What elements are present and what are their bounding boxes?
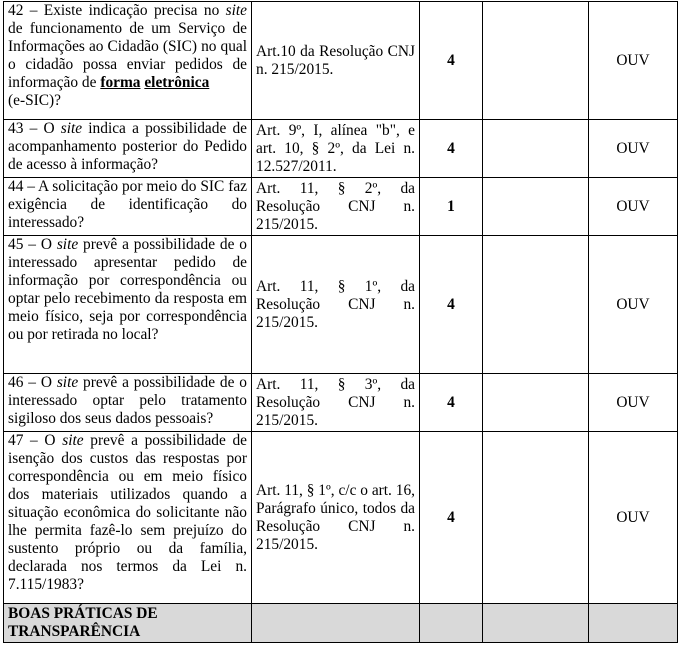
question-text: 43 – O bbox=[8, 120, 61, 137]
table-row bbox=[4, 236, 678, 374]
unit-cell: OUV bbox=[589, 2, 678, 120]
legal-basis-cell: Art. 11, § 3º, da Resolução CNJ n. 215/2015. bbox=[252, 374, 420, 432]
legal-basis-cell: Art. 11, § 1º, da Resolução CNJ n. 215/2015. bbox=[252, 236, 420, 374]
question-text: prevê a possibilidade de isenção dos custos das respostas por correspondência ou em meio físico dos materiais utilizados quando a situação econômica do solicitante não lhe permita fazê-lo sem prejuízo do sustento próprio ou da família, declarada nos termos da Lei n. 7.115/1983? bbox=[8, 432, 247, 593]
question-text: de funcionamento de um Serviço de Informações ao Cidadão (SIC) no qual o cidadão possa enviar pedidos de informação de bbox=[8, 20, 247, 91]
unit-cell: OUV bbox=[589, 178, 678, 236]
legal-basis-cell: Art.10 da Resolução CNJ n. 215/2015. bbox=[252, 2, 420, 120]
table-row bbox=[4, 120, 678, 178]
table-row bbox=[4, 178, 678, 236]
criteria-table bbox=[3, 1, 678, 643]
empty-cell bbox=[483, 120, 589, 178]
question-text: 42 – Existe indicação precisa no bbox=[8, 2, 226, 19]
question-cell bbox=[4, 120, 252, 178]
empty-cell bbox=[483, 374, 589, 432]
empty-cell bbox=[420, 604, 483, 643]
question-italic: site bbox=[62, 432, 84, 449]
legal-basis-cell: Art. 9º, I, alínea "b", e art. 10, § 2º, da Lei n. 12.527/2011. bbox=[252, 120, 420, 178]
question-text: 47 – O bbox=[8, 432, 63, 449]
score-cell: 4 bbox=[420, 432, 483, 604]
score-cell: 1 bbox=[420, 178, 483, 236]
score-cell: 4 bbox=[420, 2, 483, 120]
question-text: prevê a possibilidade de o interessado optar pelo tratamento sigiloso dos seus dados pessoais? bbox=[8, 374, 247, 427]
question-italic: site bbox=[56, 236, 79, 253]
empty-cell bbox=[483, 2, 589, 120]
unit-cell: OUV bbox=[589, 120, 678, 178]
unit-cell: OUV bbox=[589, 374, 678, 432]
empty-cell bbox=[483, 178, 589, 236]
empty-cell bbox=[483, 432, 589, 604]
question-italic: site bbox=[60, 120, 83, 137]
question-cell bbox=[4, 2, 252, 120]
empty-cell bbox=[483, 236, 589, 374]
question-text: (e-SIC)? bbox=[8, 92, 61, 109]
question-italic: site bbox=[56, 374, 79, 391]
question-cell bbox=[4, 236, 252, 374]
question-italic: site bbox=[225, 2, 247, 19]
score-cell: 4 bbox=[420, 374, 483, 432]
unit-cell: OUV bbox=[589, 432, 678, 604]
score-cell: 4 bbox=[420, 236, 483, 374]
section-title: BOAS PRÁTICAS DE TRANSPARÊNCIA bbox=[4, 604, 252, 643]
question-text: indica a possibilidade de acompanhamento posterior do Pedido de acesso à informação? bbox=[8, 120, 247, 173]
question-cell bbox=[4, 432, 252, 604]
section-header-row bbox=[4, 604, 678, 643]
legal-basis-cell: Art. 11, § 1º, c/c o art. 16, Parágrafo único, todos da Resolução CNJ n. 215/2015. bbox=[252, 432, 420, 604]
table-row bbox=[4, 374, 678, 432]
question-emphasis: forma bbox=[100, 74, 141, 91]
table-row bbox=[4, 2, 678, 120]
empty-cell bbox=[483, 604, 589, 643]
unit-cell: OUV bbox=[589, 236, 678, 374]
question-cell bbox=[4, 374, 252, 432]
empty-cell bbox=[589, 604, 678, 643]
empty-cell bbox=[252, 604, 420, 643]
table-row bbox=[4, 432, 678, 604]
question-text: prevê a possibilidade de o interessado apresentar pedido de informação por correspondência ou optar pelo recebimento da resposta em meio físico, seja por correspondência ou por retirada no local? bbox=[8, 236, 247, 343]
score-cell: 4 bbox=[420, 120, 483, 178]
legal-basis-cell: Art. 11, § 2º, da Resolução CNJ n. 215/2015. bbox=[252, 178, 420, 236]
question-text: 46 – O bbox=[8, 374, 57, 391]
question-emphasis: eletrônica bbox=[144, 74, 210, 91]
question-cell: 44 – A solicitação por meio do SIC faz exigência de identificação do interessado? bbox=[4, 178, 252, 236]
question-text: 45 – O bbox=[8, 236, 57, 253]
